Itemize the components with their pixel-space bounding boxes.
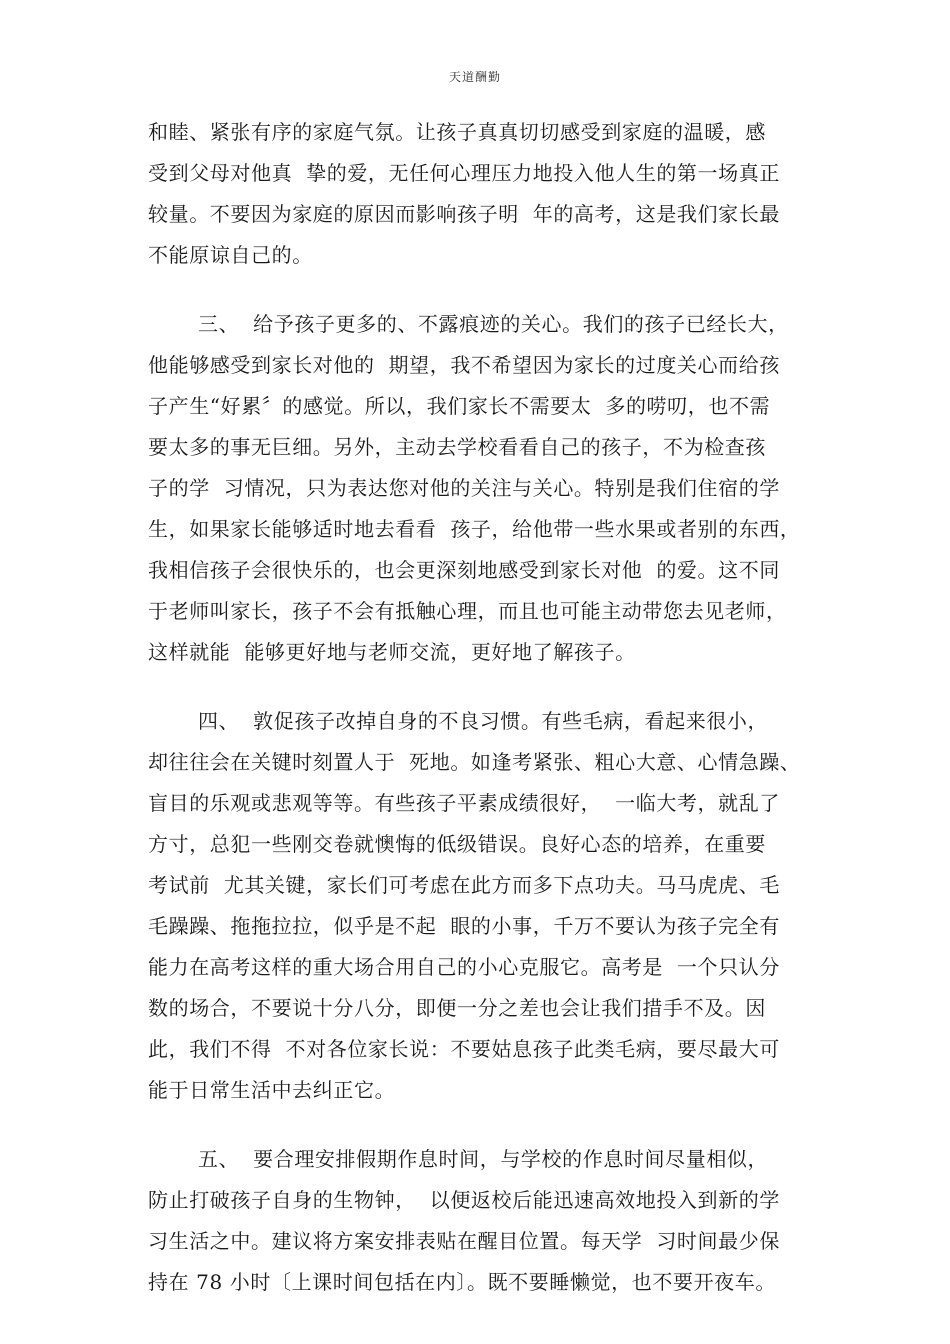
text-line: 毛躁躁、拖拖拉拉，似乎是不起 眼的小事，千万不要认为孩子完全有	[148, 914, 780, 938]
text-line: 子的学 习情况，只为表达您对他的关注与关心。特别是我们住宿的学	[148, 476, 780, 500]
page-header: 天道酬勤	[448, 70, 501, 84]
text-line: 方寸，总犯一些刚交卷就懊悔的低级错误。良好心态的培养，在重要	[148, 832, 766, 856]
text-line: 要太多的事无巨细。另外，主动去学校看看自己的孩子，不为检查孩	[148, 435, 766, 459]
text-line: 能力在高考这样的重大场合用自己的小心克服它。高考是 一个只认分	[148, 955, 780, 979]
text-line: 习生活之中。建议将方案安排表贴在醒目位置。每天学 习时间最少保	[148, 1229, 780, 1253]
text-line: 这样就能 能够更好地与老师交流，更好地了解孩子。	[148, 640, 636, 664]
text-line: 数的场合，不要说十分八分，即便一分之差也会让我们措手不及。因	[148, 996, 766, 1020]
paragraph-gap	[148, 276, 828, 304]
text-line: 和睦、紧张有序的家庭气氛。让孩子真真切切感受到家庭的温暖，感	[148, 120, 766, 144]
text-line: 盲目的乐观或悲观等等。有些孩子平素成绩很好， 一临大考，就乱了	[148, 791, 780, 815]
text-line: 子产生“好累〞的感觉。所以，我们家长不需要太 多的唠叨，也不需	[148, 394, 771, 418]
text-line: 持在 78 小时〔上课时间包括在内〕。既不要睡懒觉，也不要开夜车。	[148, 1270, 776, 1294]
paragraph-gap	[148, 673, 828, 701]
text-line: 此，我们不得 不对各位家长说：不要姑息孩子此类毛病，要尽最大可	[148, 1037, 780, 1061]
paragraph-2	[148, 304, 828, 673]
text-line: 于老师叫家长，孩子不会有抵触心理，而且也可能主动带您去见老师，	[148, 599, 787, 623]
text-line: 考试前 尤其关键，家长们可考虑在此方而多下点功夫。马马虎虎、毛	[148, 873, 780, 897]
text-line: 却往往会在关键时刻置人于 死地。如逢考紧张、粗心大意、心情急躁、	[148, 750, 801, 774]
text-line: 四、 敦促孩子改掉自身的不良习惯。有些毛病，看起来很小，	[198, 709, 769, 733]
document-body	[148, 112, 828, 1303]
text-line: 较量。不要因为家庭的原因而影响孩子明 年的高考，这是我们家长最	[148, 202, 780, 226]
text-line: 不能原谅自己的。	[148, 243, 313, 267]
text-line: 五、 要合理安排假期作息时间，与学校的作息时间尽量相似，	[198, 1147, 769, 1171]
text-line: 生，如果家长能够适时地去看看 孩子，给他带一些水果或者别的东西，	[148, 517, 801, 541]
text-line: 他能够感受到家长对他的 期望，我不希望因为家长的过度关心而给孩	[148, 353, 780, 377]
paragraph-4	[148, 1139, 828, 1303]
paragraph-3	[148, 701, 828, 1111]
paragraph-1	[148, 112, 828, 276]
text-line: 我相信孩子会很快乐的，也会更深刻地感受到家长对他 的爱。这不同	[148, 558, 780, 582]
paragraph-gap	[148, 1111, 828, 1139]
text-line: 受到父母对他真 挚的爱，无任何心理压力地投入他人生的第一场真正	[148, 161, 780, 185]
text-line: 三、 给予孩子更多的、不露痕迹的关心。我们的孩子已经长大，	[198, 312, 789, 336]
text-line: 防止打破孩子自身的生物钟， 以便返校后能迅速高效地投入到新的学	[148, 1188, 780, 1212]
text-line: 能于日常生活中去纠正它。	[148, 1078, 396, 1102]
